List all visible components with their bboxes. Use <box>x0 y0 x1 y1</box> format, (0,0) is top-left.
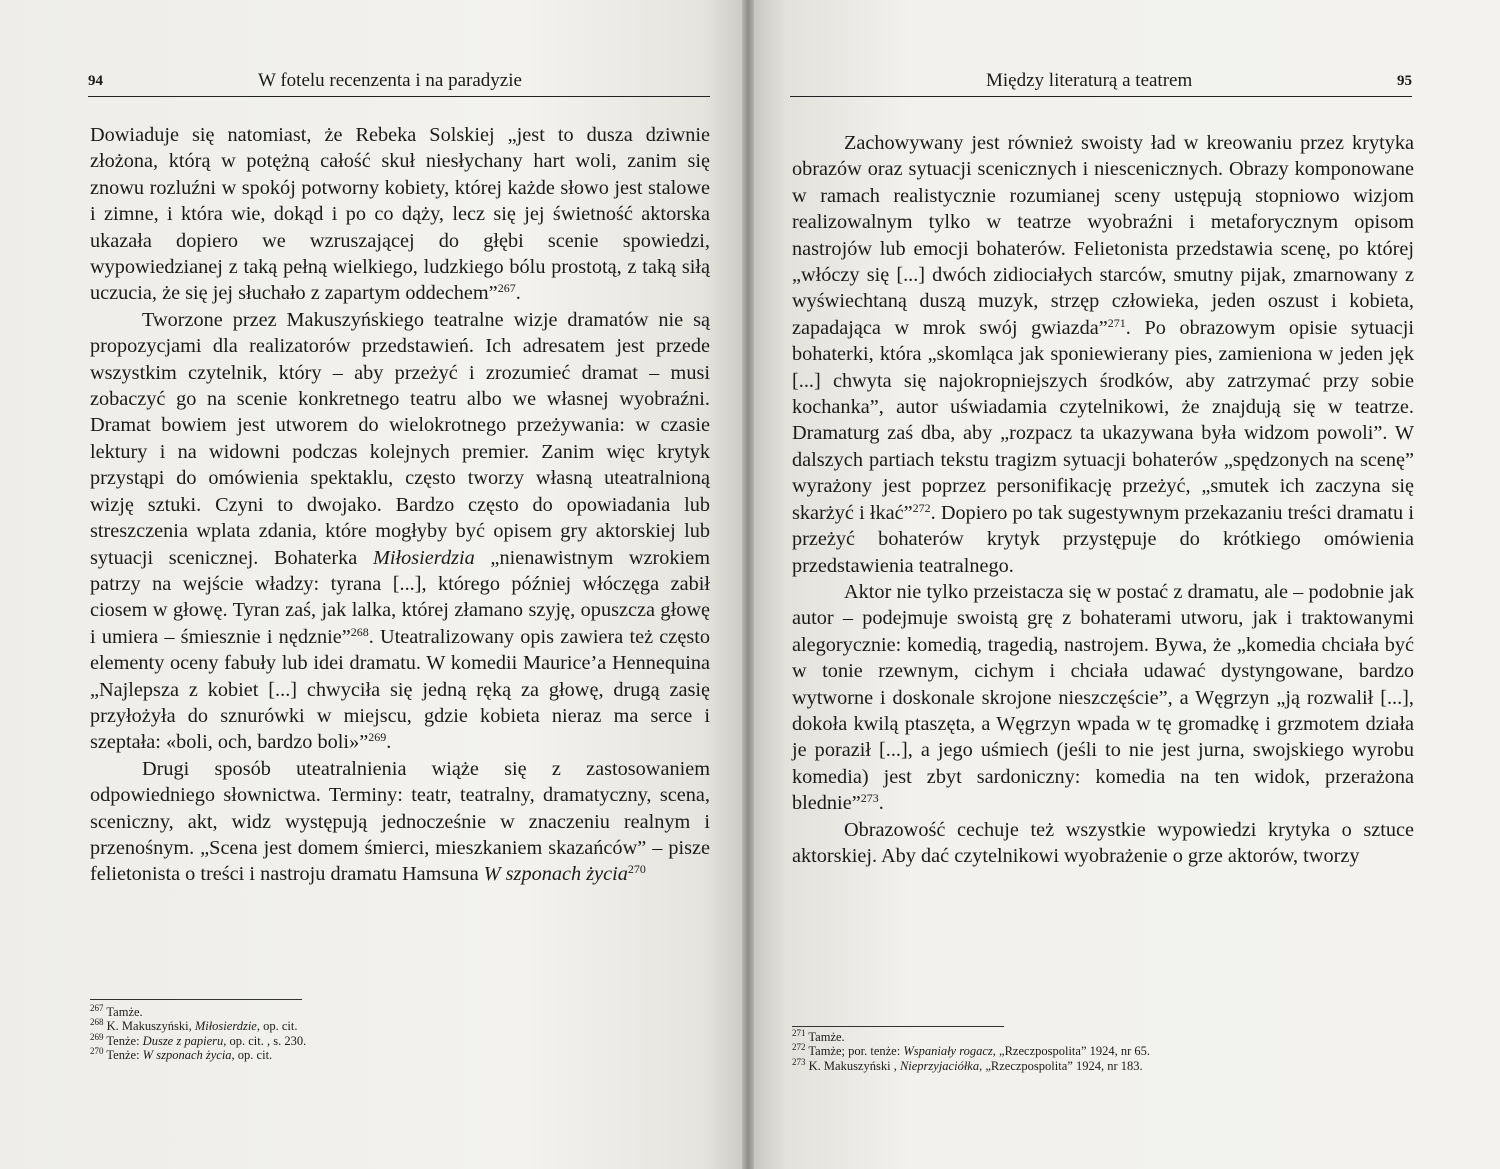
right-page-header <box>790 62 1412 97</box>
left-page-number: 94 <box>88 73 103 89</box>
left-footnote-rule <box>90 999 302 1000</box>
footnote-ref-271: 271 <box>1107 315 1126 330</box>
footnote-269: $^{269}$ Tenże: Dusze z papieru, op. cit. , s. 230. <box>90 1031 307 1048</box>
left-footnotes <box>90 1005 690 1063</box>
footnote-ref-270: 270 <box>627 862 646 877</box>
left-paragraph-3: Drugi sposób uteatralnienia wiąże się z zastosowaniem odpowiedniego słownictwa. Terminy: teatr, teatralny, dramatyczny, scena, sceniczny, akt, widz występują jednocześnie w znaczeniu realnym i przenośnym. „Scena jest domem śmierci, mieszkaniem skazańców” – pisze felietonista o treści i nastroju dramatu Hamsuna W szponach życia$^{270}$ <box>90 757 710 886</box>
footnote-ref-272: 272 <box>912 500 931 515</box>
footnote-ref-267: 267 <box>497 281 516 296</box>
footnote-ref-268: 268 <box>350 624 369 639</box>
left-page-header <box>88 62 710 97</box>
right-page-body <box>792 130 1414 869</box>
left-paragraph-1: Dowiaduje się natomiast, że Rebeka Solskiej „jest to dusza dziwnie złożona, którą w potężną całość skuł niesłychany hart woli, zanim się znowu rozluźni w spokój potworny kobiety, której każde słowo jest stalowe i zimne, i która wie, dokąd i po co dąży, lecz się jej świetność aktorska ukazała dopiero we wzruszającej do głębi scenie spowiedzi, wypowiedzianej z taką pełną wielkiego, ludzkiego bólu prostotą, z taką siłą uczucia, że się jej słuchało z zapartym oddechem”$^{267}$. <box>90 124 710 305</box>
right-paragraph-3: Obrazowość cechuje też wszystkie wypowiedzi krytyka o sztuce aktorskiej. Aby dać czytelnikowi wyobrażenie o grze aktorów, tworzy <box>792 818 1414 867</box>
left-running-head: W fotelu recenzenta i na paradyzie <box>258 70 522 91</box>
footnote-273: $^{273}$ K. Makuszyński , Nieprzyjaciółka, „Rzeczpospolita” 1924, nr 183. <box>792 1056 1143 1073</box>
right-page <box>748 0 1500 1169</box>
footnote-268: $^{268}$ K. Makuszyński, Miłosierdzie, op. cit. <box>90 1017 298 1034</box>
footnote-ref-269: 269 <box>368 730 387 745</box>
title-w-szponach-zycia: W szponach życia <box>483 863 628 886</box>
footnote-271: $^{271}$ Tamże. <box>792 1028 845 1044</box>
footnote-ref-273: 273 <box>860 791 879 806</box>
left-paragraph-2: Tworzone przez Makuszyńskiego teatralne wizje dramatów nie są propozycjami dla realizatorów przedstawień. Ich adresatem jest przede wszystkim czytelnik, który – aby przeżyć i zrozumieć dramat – musi zobaczyć go na scenie konkretnego teatru albo we własnej wyobraźni. Dramat bowiem jest utworem do wielokrotnego przeżywania: w czasie lektury i na widowni podczas kolejnych premier. Zanim więc krytyk przystąpi do omówienia spektaklu, często tworzy własną uteatralnioną wizję sztuki. Czyni to dwojako. Bardzo często do opowiadania lub streszczenia wplata zdania, które mogłyby być opisem gry aktorskiej lub sytuacji scenicznej. Bohaterka Miłosierdzia „nienawistnym wzrokiem patrzy na wejście władzy: tyrana [...], którego później włóczęga zabił ciosem w głowę. Tyran zaś, jak lalka, której złamano szyję, opuszcza głowę i umiera – śmiesznie i nędznie”$^{268}$. Uteatralizowany opis zawiera też często elementy oceny fabuły lub idei dramatu. W komedii Maurice’a Hennequina „Najlepsza z kobiet [...] chwyciła się jedną ręką za głowę, drugą zasię przyłożyła do sznurówki w miejscu, gdzie kobieta nieraz ma serce i szeptała: «boli, och, bardzo boli»”$^{269}$. <box>90 308 710 754</box>
left-page-body <box>90 122 710 888</box>
left-page <box>0 0 748 1169</box>
title-milosierdzia: Miłosierdzia <box>372 546 475 569</box>
right-footnotes <box>792 1030 1392 1073</box>
right-page-number: 95 <box>1397 73 1412 89</box>
right-footnote-rule <box>792 1026 1004 1027</box>
right-running-head: Między literaturą a teatrem <box>986 70 1193 91</box>
right-paragraph-1: Zachowywany jest również swoisty ład w kreowaniu przez krytyka obrazów oraz sytuacji scenicznych i niescenicznych. Obrazy komponowane w ramach realistycznie rozumianej sceny ustępują stopniowo wizjom realizowalnym tylko w teatrze wyobraźni i metaforycznym opisom nastrojów lub emocji bohaterów. Felietonista przedstawia scenę, po której „włóczy się [...] dwóch zidiociałych starców, smutny pijak, zmarnowany z wyświechtaną duszą muzyk, strzęp człowieka, jeden oszust i kobieta, zapadająca w mrok swój gwiazda”$^{271}$. Po obrazowym opisie sytuacji bohaterki, która „skomląca jak sponiewierany pies, zamieniona w jeden jęk [...] chwyta się najokropniejszych środków, aby zatrzymać przy sobie kochanka”, autor uświadamia czytelnikowi, że znajdują się w teatrze. Dramaturg zaś dba, aby „rozpacz ta ukazywana była widzom powoli”. W dalszych partiach tekstu tragizm sytuacji bohaterów „spędzonych na scenę” wyrażony jest poprzez personifikację przeżyć, „smutek ich zaczyna się skarżyć i łkać”$^{272}$. Dopiero po tak sugestywnym przekazaniu treści dramatu i przeżyć bohaterów krytyk przystępuje do krótkiego omówienia przedstawienia teatralnego. <box>792 132 1414 577</box>
book-gutter <box>742 0 754 1169</box>
footnote-267: $^{267}$ Tamże. <box>90 1003 143 1019</box>
footnote-272: $^{272}$ Tamże; por. tenże: Wspaniały rogacz, „Rzeczpospolita” 1924, nr 65. <box>792 1042 1151 1059</box>
right-paragraph-2: Aktor nie tylko przeistacza się w postać z dramatu, ale – podobnie jak autor – podejmuje swoistą grę z bohaterami utworu, jak i traktowanymi alegorycznie: komedią, tragedią, nastrojem. Bywa, że „komedia chciała być w tonie rzewnym, cichym i chciała udawać dystyngowane, bardzo wytworne i doskonale skrojone nieszczęście”, a Węgrzyn „ją rozwalił [...], dokoła kwilą ptaszęta, a Węgrzyn wpada w tę gromadkę i grzmotem działa je poraził [...], a jego uśmiech (jeśli to nie jest jurna, swojskiego wyrobu komedia) jest zbyt sardoniczny: komedia na ten widok, przerażona blednie”$^{273}$. <box>792 580 1414 815</box>
footnote-270: $^{270}$ Tenże: W szponach życia, op. cit. <box>90 1046 273 1063</box>
